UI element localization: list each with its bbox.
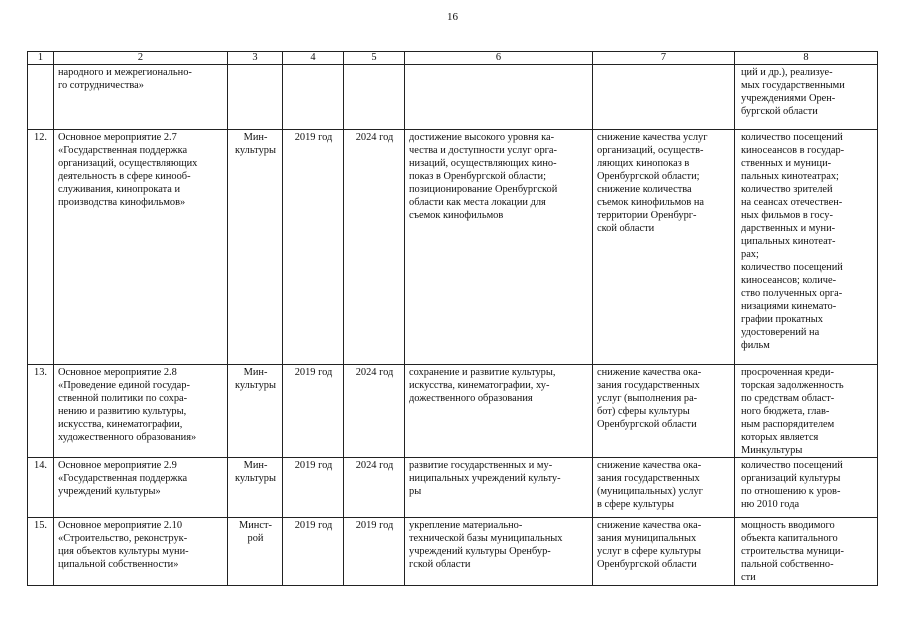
column-number: 7 [593, 52, 735, 65]
measure-title-line: Основное мероприятие 2.8 [58, 367, 177, 378]
indicator [735, 518, 878, 586]
measure-title-line: служивания, кинопроката и [58, 184, 181, 195]
indicator-line: количество зрителей [741, 184, 833, 195]
measure-title-line: народного и межрегионально- [58, 67, 192, 78]
measure-title [54, 458, 228, 518]
indicator [735, 65, 878, 130]
end-year: 2019 год [344, 518, 405, 586]
consequence-line: съемок кинофильмов на [597, 197, 705, 208]
indicator-line: просроченная креди- [741, 367, 834, 378]
expected-result-line: низаций, осуществляющих кино- [409, 158, 557, 169]
column-number: 8 [735, 52, 878, 65]
column-number: 2 [54, 52, 228, 65]
indicator-line: ственных и муници- [741, 158, 832, 169]
consequence [593, 458, 735, 518]
indicator [735, 130, 878, 365]
consequence-line: снижение количества [597, 184, 692, 195]
indicator-line: учреждениями Орен- [741, 93, 836, 104]
column-number-row [28, 52, 878, 65]
measure-title-line: Основное мероприятие 2.9 [58, 460, 177, 471]
row-number: 14. [28, 458, 54, 518]
measure-title-line: ципальной собственности» [58, 559, 179, 570]
indicator-line: строительства муници- [741, 546, 844, 557]
start-year: 2019 год [283, 458, 344, 518]
table-row [28, 65, 878, 130]
indicator-line: мощность вводимого [741, 520, 835, 531]
indicator-line: количество посещений [741, 262, 843, 273]
executor-line: Минст- [239, 520, 272, 531]
measure-title-line: производства кинофильмов» [58, 197, 186, 208]
expected-result-line: съемок кинофильмов [409, 210, 504, 221]
consequence [593, 130, 735, 365]
start-year [283, 65, 344, 130]
consequence-line: в сфере культуры [597, 499, 674, 510]
end-year: 2024 год [344, 458, 405, 518]
page-number: 16 [447, 11, 458, 23]
measure-title [54, 130, 228, 365]
indicator-line: сти [741, 572, 756, 583]
executor [228, 458, 283, 518]
executor-line: культуры [235, 145, 276, 156]
expected-result-line: показ в Оренбургской области; [409, 171, 546, 182]
consequence [593, 65, 735, 130]
executor-line: Мин- [243, 132, 268, 143]
measure-title [54, 365, 228, 458]
indicator-line: по средствам област- [741, 393, 835, 404]
expected-result-line: ры [409, 486, 422, 497]
executor-line: культуры [235, 380, 276, 391]
expected-result-line: учреждений культуры Оренбур- [409, 546, 551, 557]
start-year: 2019 год [283, 518, 344, 586]
indicator-line: на сеансах отечествен- [741, 197, 843, 208]
executor [228, 365, 283, 458]
column-number: 1 [28, 52, 54, 65]
indicator-line: пальной собственно- [741, 559, 834, 570]
measure-title-line: искусства, кинематографии, [58, 419, 183, 430]
expected-result [405, 365, 593, 458]
expected-result-line: ниципальных учреждений культу- [409, 473, 561, 484]
row-number: 12. [28, 130, 54, 365]
consequence-line: зания муниципальных [597, 533, 697, 544]
consequence-line: Оренбургской области [597, 559, 697, 570]
consequence-line: ской области [597, 223, 655, 234]
indicator [735, 365, 878, 458]
consequence-line: снижение качества ока- [597, 367, 702, 378]
executor [228, 518, 283, 586]
executor-line: Мин- [243, 460, 268, 471]
indicator-line: организаций культуры [741, 473, 841, 484]
start-year: 2019 год [283, 365, 344, 458]
expected-result-line: гской области [409, 559, 471, 570]
expected-result [405, 130, 593, 365]
indicator-line: по отношению к уров- [741, 486, 841, 497]
indicator-line: фильм [741, 340, 770, 351]
measure-title-line: ция объектов культуры муни- [58, 546, 189, 557]
row-number: 15. [28, 518, 54, 586]
measure-title-line: ственной политики по сохра- [58, 393, 188, 404]
consequence-line: зания государственных [597, 380, 700, 391]
consequence-line: зания государственных [597, 473, 700, 484]
consequence-line: ляющих кинопоказ в [597, 158, 690, 169]
measure-title-line: «Строительство, реконструк- [58, 533, 188, 544]
indicator-line: ство полученных орга- [741, 288, 843, 299]
column-number: 6 [405, 52, 593, 65]
expected-result-line: развитие государственных и му- [409, 460, 553, 471]
indicator-line: ню 2010 года [741, 499, 800, 510]
table-row [28, 518, 878, 586]
expected-result-line: технической базы муниципальных [409, 533, 563, 544]
consequence-line: услуг в сфере культуры [597, 546, 701, 557]
measure-title-line: «Государственная поддержка [58, 145, 188, 156]
expected-result-line: достижение высокого уровня ка- [409, 132, 555, 143]
indicator-line: торская задолженность [741, 380, 844, 391]
indicator-line: рах; [741, 249, 759, 260]
expected-result-line: области как места локации для [409, 197, 546, 208]
indicator-line: которых является [741, 432, 819, 443]
end-year [344, 65, 405, 130]
measure-title-line: нению и развитию культуры, [58, 406, 187, 417]
table-row [28, 458, 878, 518]
indicator-line: количество посещений [741, 460, 843, 471]
indicator-line: количество посещений [741, 132, 843, 143]
consequence-line: Оренбургской области [597, 419, 697, 430]
end-year: 2024 год [344, 130, 405, 365]
executor [228, 130, 283, 365]
measure-title-line: деятельность в сфере кинооб- [58, 171, 191, 182]
indicator-line: мых государственными [741, 80, 845, 91]
measure-title-line: художественного образования» [58, 432, 197, 443]
indicator-line: ного бюджета, глав- [741, 406, 830, 417]
consequence-line: снижение качества ока- [597, 520, 702, 531]
indicator-line: бургской области [741, 106, 818, 117]
start-year: 2019 год [283, 130, 344, 365]
column-number: 5 [344, 52, 405, 65]
executor-line: Мин- [243, 367, 268, 378]
consequence-line: (муниципальных) услуг [597, 486, 703, 497]
expected-result-line: искусства, кинематографии, ху- [409, 380, 550, 391]
measure-title-line: «Проведение единой государ- [58, 380, 190, 391]
end-year: 2024 год [344, 365, 405, 458]
column-number: 4 [283, 52, 344, 65]
expected-result-line: позиционирование Оренбургской [409, 184, 558, 195]
measure-title-line: «Государственная поддержка [58, 473, 188, 484]
indicator-line: дарственных и муни- [741, 223, 836, 234]
consequence-line: территории Оренбург- [597, 210, 697, 221]
expected-result-line: чества и доступности услуг орга- [409, 145, 557, 156]
consequence [593, 365, 735, 458]
executor-line: рой [247, 533, 264, 544]
indicator [735, 458, 878, 518]
executor [228, 65, 283, 130]
indicator-line: киносеансов; количе- [741, 275, 837, 286]
measure-title [54, 518, 228, 586]
consequence-line: снижение качества ока- [597, 460, 702, 471]
indicator-line: киносеансов в государ- [741, 145, 845, 156]
consequence-line: Оренбургской области; [597, 171, 700, 182]
executor-line: культуры [235, 473, 276, 484]
indicator-line: ным распорядителем [741, 419, 835, 430]
expected-result-line: дожественного образования [409, 393, 533, 404]
consequence-line: организаций, осуществ- [597, 145, 704, 156]
expected-result [405, 65, 593, 130]
consequence-line: бот) сферы культуры [597, 406, 690, 417]
measure-title-line: го сотрудничества» [58, 80, 144, 91]
table-row [28, 130, 878, 365]
expected-result-line: сохранение и развитие культуры, [409, 367, 556, 378]
table-row [28, 365, 878, 458]
expected-result [405, 518, 593, 586]
row-number: 13. [28, 365, 54, 458]
consequence-line: снижение качества услуг [597, 132, 708, 143]
indicator-line: ципальных кинотеат- [741, 236, 836, 247]
measure-title-line: учреждений культуры» [58, 486, 161, 497]
consequence [593, 518, 735, 586]
measure-title-line: организаций, осуществляющих [58, 158, 198, 169]
indicator-line: объекта капитального [741, 533, 838, 544]
table-body [28, 52, 878, 586]
indicator-line: низациями кинемато- [741, 301, 837, 312]
row-number [28, 65, 54, 130]
indicator-line: Минкультуры [741, 445, 803, 456]
indicator-line: удостоверений на [741, 327, 820, 338]
indicator-line: ций и др.), реализуе- [741, 67, 833, 78]
expected-result-line: укрепление материально- [409, 520, 523, 531]
column-number: 3 [228, 52, 283, 65]
indicator-line: графии прокатных [741, 314, 823, 325]
measure-title-line: Основное мероприятие 2.7 [58, 132, 177, 143]
consequence-line: услуг (выполнения ра- [597, 393, 698, 404]
measure-title-line: Основное мероприятие 2.10 [58, 520, 183, 531]
expected-result [405, 458, 593, 518]
measure-title [54, 65, 228, 130]
indicator-line: пальных кинотеатрах; [741, 171, 839, 182]
measures-table [27, 51, 878, 586]
indicator-line: ных фильмов в госу- [741, 210, 833, 221]
